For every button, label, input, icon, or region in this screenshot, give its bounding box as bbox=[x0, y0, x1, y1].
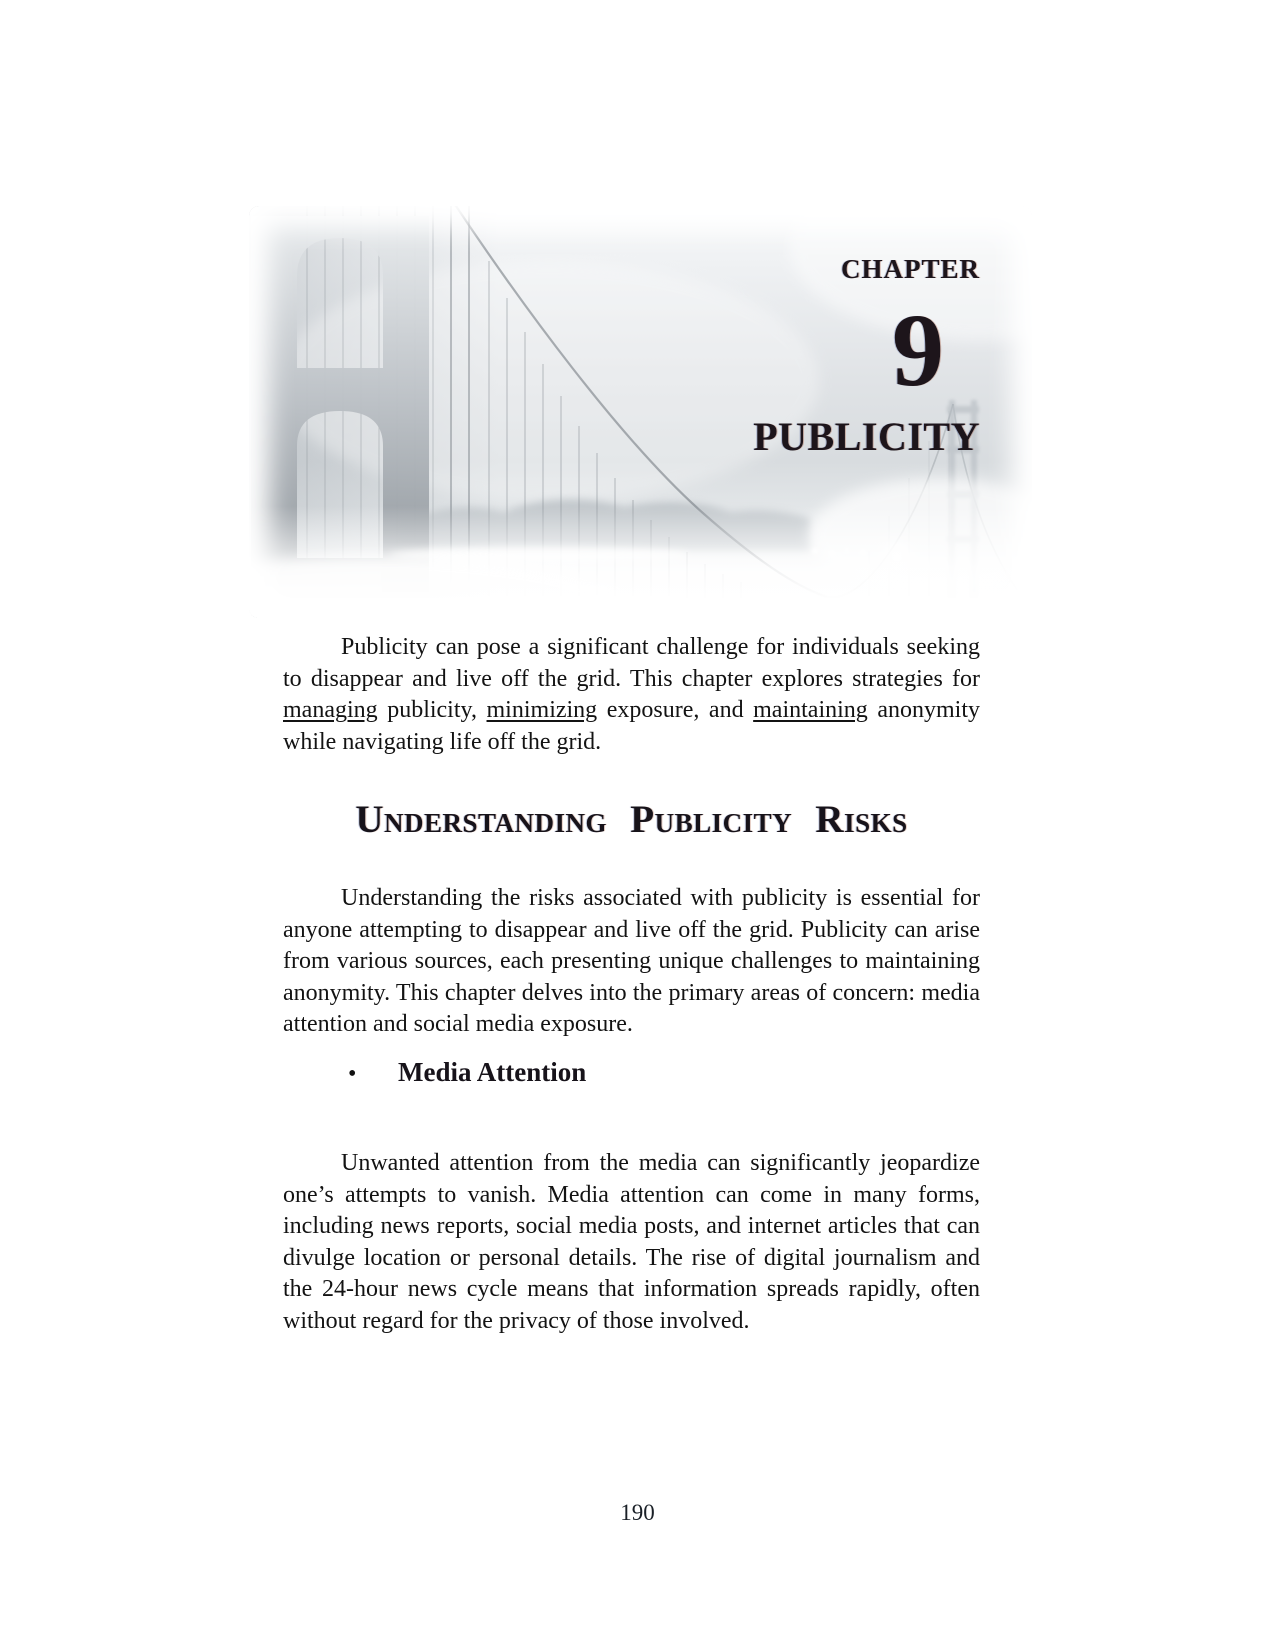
chapter-number: 9 bbox=[892, 293, 944, 408]
chapter-heading-group bbox=[753, 206, 980, 457]
intro-paragraph: Publicity can pose a significant challenge for individuals seeking to disappear and live off the grid. This chapter explores strategies for managing publicity, minimizing exposure, and maintaining anonymity while navigating life off the grid. bbox=[283, 634, 981, 755]
publicity-risks-paragraph: Understanding the risks associated with publicity is essential for anyone attempting to disappear and live off the grid. Publicity can arise from various sources, each presenting unique challenges to maintaining anonymity. This chapter delves into the primary areas of concern: media attention and social media exposure. bbox=[283, 885, 980, 1038]
section-heading: Understanding Publicity Risks bbox=[355, 798, 908, 841]
bullet-marker: • bbox=[348, 1061, 357, 1087]
bullet-item-label: Media Attention bbox=[398, 1057, 587, 1087]
chapter-title: PUBLICITY bbox=[753, 414, 980, 459]
chapter-label: CHAPTER bbox=[840, 254, 980, 284]
chapter-hero bbox=[249, 206, 1032, 618]
bullet-item bbox=[283, 1057, 1045, 1088]
media-attention-paragraph: Unwanted attention from the media can significantly jeopardize one’s attempts to vanish. Media attention can come in many forms, including news reports, social media posts, and internet articles that can divulge location or personal details. The rise of digital journalism and the 24-hour news cycle means that information spreads rapidly, often without regard for the privacy of those involved. bbox=[283, 1150, 980, 1334]
page-number: 190 bbox=[620, 1500, 655, 1525]
